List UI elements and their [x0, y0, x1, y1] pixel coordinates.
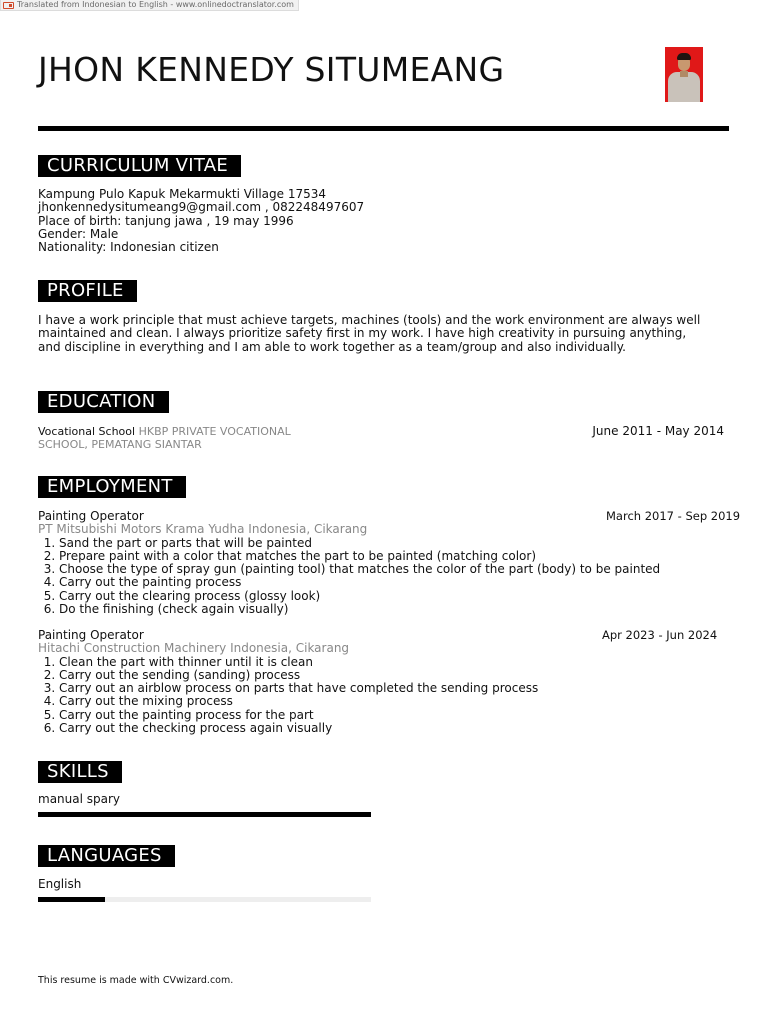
- resume-name: JHON KENNEDY SITUMEANG: [38, 50, 505, 89]
- job-company: PT Mitsubishi Motors Krama Yudha Indonesia, Cikarang: [38, 522, 368, 537]
- job-title: Painting Operator: [38, 509, 144, 523]
- job-dates: March 2017 - Sep 2019: [606, 509, 741, 523]
- footer-note: This resume is made with CVwizard.com.: [38, 975, 234, 986]
- contact-details: [38, 188, 364, 254]
- skill-level-bar: [38, 812, 371, 817]
- job-duty: 5. Carry out the clearing process (glossy look): [59, 590, 698, 603]
- job-duty: 5. Carry out the painting process for the part: [59, 709, 698, 722]
- education-entry: [38, 425, 298, 452]
- contact-gender: Gender: Male: [38, 226, 119, 241]
- language-name: English: [38, 877, 82, 891]
- section-heading-education: EDUCATION: [38, 391, 169, 413]
- employment-entry: [38, 510, 698, 616]
- employment-entry: [38, 629, 698, 735]
- job-duty: 2. Prepare paint with a color that matches the part to be painted (matching color): [59, 550, 698, 563]
- education-degree: Vocational School: [38, 425, 136, 438]
- job-title: Painting Operator: [38, 628, 144, 642]
- document-translate-icon: [3, 2, 14, 9]
- job-dates: Apr 2023 - Jun 2024: [602, 628, 718, 642]
- section-heading-profile: PROFILE: [38, 280, 137, 302]
- profile-photo: [665, 47, 703, 102]
- job-duty: 4. Carry out the painting process: [59, 576, 698, 589]
- job-duties: [38, 537, 698, 617]
- contact-birth: Place of birth: tanjung jawa , 19 may 1996: [38, 213, 294, 228]
- job-duty: 1. Clean the part with thinner until it is clean: [59, 656, 698, 669]
- job-duty: 6. Do the finishing (check again visually): [59, 603, 698, 616]
- skill-name: manual spary: [38, 792, 121, 806]
- header-divider: [38, 126, 729, 131]
- job-duty: 3. Choose the type of spray gun (painting tool) that matches the color of the part (body) to be painted: [59, 563, 698, 576]
- contact-address: Kampung Pulo Kapuk Mekarmukti Village 17534: [38, 187, 327, 201]
- education-school: HKBP PRIVATE VOCATIONAL SCHOOL, PEMATANG SIANTAR: [38, 425, 291, 452]
- job-duty: 4. Carry out the mixing process: [59, 695, 698, 708]
- job-duties: [38, 656, 698, 736]
- profile-summary: I have a work principle that must achieve targets, machines (tools) and the work environment are always well maintained and clean. I always prioritize safety first in my work. I have high creativity in pursuing anything, and discipline in everything and I am able to work together as a team/group and also individually.: [38, 313, 701, 354]
- contact-email-phone: jhonkennedysitumeang9@gmail.com , 082248497607: [38, 200, 365, 215]
- section-heading-employment: EMPLOYMENT: [38, 476, 186, 498]
- job-duty: 2. Carry out the sending (sanding) process: [59, 669, 698, 682]
- job-duty: 1. Sand the part or parts that will be painted: [59, 537, 698, 550]
- job-company: Hitachi Construction Machinery Indonesia, Cikarang: [38, 641, 350, 656]
- skill-level-fill: [38, 812, 371, 817]
- language-level-bar: [38, 897, 371, 902]
- education-dates: June 2011 - May 2014: [592, 424, 724, 438]
- section-heading-cv: CURRICULUM VITAE: [38, 155, 241, 177]
- contact-nationality: Nationality: Indonesian citizen: [38, 240, 219, 255]
- job-duty: 6. Carry out the checking process again visually: [59, 722, 698, 735]
- language-level-fill: [38, 897, 105, 902]
- job-duty: 3. Carry out an airblow process on parts that have completed the sending process: [59, 682, 698, 695]
- translation-banner[interactable]: [0, 0, 299, 11]
- section-heading-skills: SKILLS: [38, 761, 122, 783]
- translation-banner-text: Translated from Indonesian to English - www.onlinedoctranslator.com: [17, 0, 294, 9]
- section-heading-languages: LANGUAGES: [38, 845, 175, 867]
